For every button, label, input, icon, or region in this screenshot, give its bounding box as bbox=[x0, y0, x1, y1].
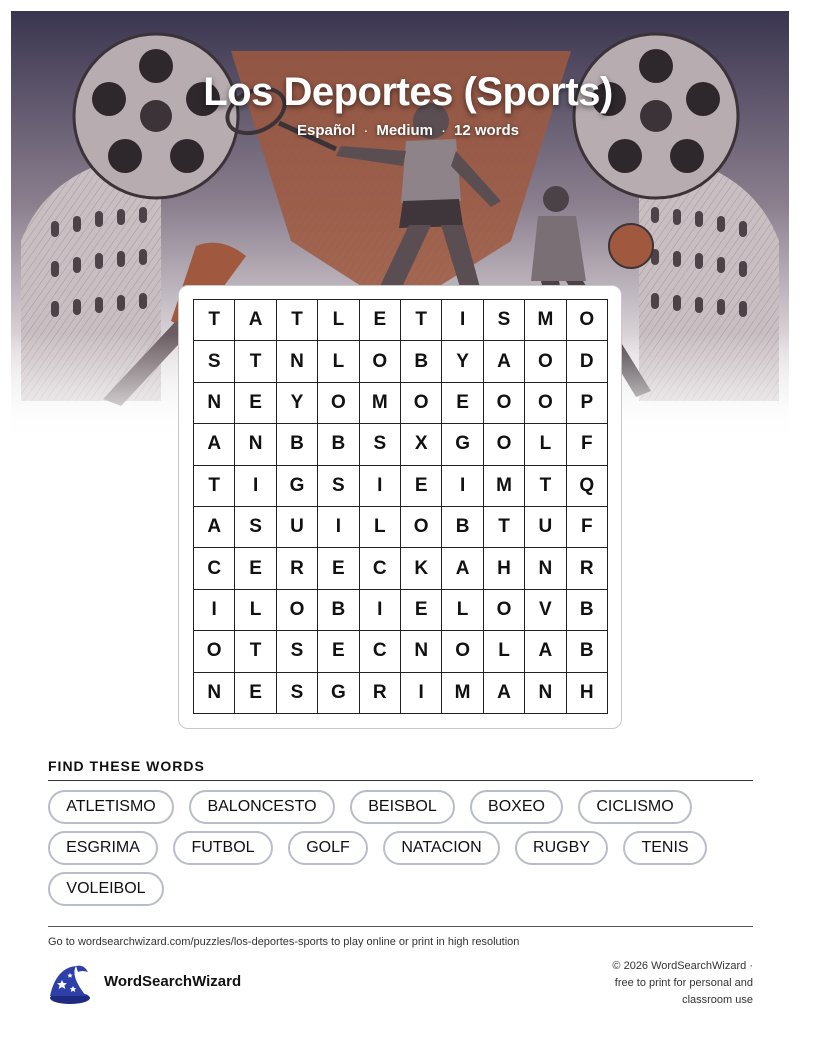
grid-cell[interactable]: P bbox=[567, 383, 608, 424]
grid-cell[interactable]: B bbox=[401, 341, 442, 382]
word-list-heading: FIND THESE WORDS bbox=[48, 758, 205, 774]
grid-cell[interactable]: O bbox=[484, 590, 525, 631]
grid-cell[interactable]: O bbox=[484, 383, 525, 424]
grid-cell[interactable]: I bbox=[318, 507, 359, 548]
copyright-notice bbox=[612, 958, 753, 1009]
grid-cell[interactable]: E bbox=[401, 466, 442, 507]
grid-cell[interactable]: L bbox=[484, 631, 525, 672]
grid-cell[interactable]: T bbox=[525, 466, 566, 507]
grid-cell[interactable]: N bbox=[194, 383, 235, 424]
word-list-divider bbox=[48, 780, 753, 781]
grid-cell[interactable]: N bbox=[277, 341, 318, 382]
word-pill: FUTBOL bbox=[173, 831, 273, 865]
word-pill: VOLEIBOL bbox=[48, 872, 164, 906]
meta-separator: · bbox=[441, 122, 446, 139]
puzzle-title: Los Deportes (Sports) bbox=[203, 70, 613, 114]
grid-cell[interactable]: O bbox=[567, 300, 608, 341]
grid-cell[interactable]: A bbox=[194, 424, 235, 465]
grid-cell[interactable]: O bbox=[401, 507, 442, 548]
grid-cell[interactable]: E bbox=[235, 673, 276, 714]
footer-divider bbox=[48, 926, 753, 927]
grid-cell[interactable]: E bbox=[442, 383, 483, 424]
grid-cell[interactable]: E bbox=[318, 548, 359, 589]
grid-cell[interactable]: U bbox=[525, 507, 566, 548]
grid-cell[interactable]: N bbox=[401, 631, 442, 672]
grid-cell[interactable]: L bbox=[525, 424, 566, 465]
grid-cell[interactable]: L bbox=[318, 341, 359, 382]
grid-cell[interactable]: B bbox=[442, 507, 483, 548]
grid-cell[interactable]: O bbox=[360, 341, 401, 382]
grid-cell[interactable]: S bbox=[277, 631, 318, 672]
grid-cell[interactable]: I bbox=[442, 300, 483, 341]
grid-cell[interactable]: G bbox=[442, 424, 483, 465]
grid-cell[interactable]: R bbox=[360, 673, 401, 714]
grid-cell[interactable]: E bbox=[401, 590, 442, 631]
grid-cell[interactable]: N bbox=[235, 424, 276, 465]
meta-separator: · bbox=[363, 122, 369, 139]
grid-cell[interactable]: M bbox=[360, 383, 401, 424]
grid-cell[interactable]: E bbox=[235, 383, 276, 424]
grid-cell[interactable]: O bbox=[525, 383, 566, 424]
wizard-hat-icon bbox=[46, 962, 92, 1006]
grid-cell[interactable]: K bbox=[401, 548, 442, 589]
grid-cell[interactable]: I bbox=[360, 466, 401, 507]
letter-grid[interactable] bbox=[193, 299, 608, 714]
grid-cell[interactable]: I bbox=[235, 466, 276, 507]
grid-cell[interactable]: Y bbox=[442, 341, 483, 382]
grid-cell[interactable]: S bbox=[484, 300, 525, 341]
grid-cell[interactable]: O bbox=[525, 341, 566, 382]
grid-cell[interactable]: N bbox=[525, 673, 566, 714]
grid-cell[interactable]: M bbox=[484, 466, 525, 507]
copyright-line: classroom use bbox=[682, 994, 753, 1006]
grid-cell[interactable]: E bbox=[235, 548, 276, 589]
grid-cell[interactable]: I bbox=[442, 466, 483, 507]
word-pill: RUGBY bbox=[515, 831, 608, 865]
grid-cell[interactable]: O bbox=[277, 590, 318, 631]
grid-cell[interactable]: E bbox=[318, 631, 359, 672]
grid-cell[interactable]: B bbox=[277, 424, 318, 465]
grid-cell[interactable]: A bbox=[194, 507, 235, 548]
grid-cell[interactable]: R bbox=[567, 548, 608, 589]
grid-cell[interactable]: S bbox=[235, 507, 276, 548]
grid-cell[interactable]: E bbox=[360, 300, 401, 341]
grid-cell[interactable]: L bbox=[442, 590, 483, 631]
word-pill: NATACION bbox=[383, 831, 500, 865]
grid-cell[interactable]: B bbox=[318, 590, 359, 631]
grid-cell[interactable]: T bbox=[194, 466, 235, 507]
grid-cell[interactable]: I bbox=[360, 590, 401, 631]
grid-cell[interactable]: O bbox=[442, 631, 483, 672]
grid-cell[interactable]: O bbox=[401, 383, 442, 424]
grid-cell[interactable]: L bbox=[318, 300, 359, 341]
copyright-line: © 2026 WordSearchWizard · bbox=[612, 960, 753, 972]
grid-cell[interactable]: T bbox=[235, 631, 276, 672]
grid-cell[interactable]: N bbox=[194, 673, 235, 714]
word-pill: GOLF bbox=[288, 831, 368, 865]
grid-cell[interactable]: O bbox=[194, 631, 235, 672]
grid-cell[interactable]: B bbox=[567, 590, 608, 631]
grid-cell[interactable]: I bbox=[401, 673, 442, 714]
grid-cell[interactable]: S bbox=[277, 673, 318, 714]
grid-cell[interactable]: L bbox=[360, 507, 401, 548]
grid-cell[interactable]: C bbox=[360, 548, 401, 589]
grid-cell[interactable]: A bbox=[525, 631, 566, 672]
grid-cell[interactable]: V bbox=[525, 590, 566, 631]
word-pill: ATLETISMO bbox=[48, 790, 174, 824]
grid-cell[interactable]: T bbox=[484, 507, 525, 548]
grid-cell[interactable]: R bbox=[277, 548, 318, 589]
grid-cell[interactable]: T bbox=[194, 300, 235, 341]
grid-cell[interactable]: N bbox=[525, 548, 566, 589]
grid-cell[interactable]: D bbox=[567, 341, 608, 382]
grid-cell[interactable]: C bbox=[194, 548, 235, 589]
grid-cell[interactable]: B bbox=[567, 631, 608, 672]
grid-cell[interactable]: L bbox=[235, 590, 276, 631]
grid-cell[interactable]: T bbox=[401, 300, 442, 341]
grid-cell[interactable]: F bbox=[567, 507, 608, 548]
grid-cell[interactable]: T bbox=[277, 300, 318, 341]
word-pill: BEISBOL bbox=[350, 790, 455, 824]
grid-cell[interactable]: B bbox=[318, 424, 359, 465]
grid-cell[interactable]: Q bbox=[567, 466, 608, 507]
brand-name[interactable]: WordSearchWizard bbox=[104, 973, 242, 990]
footer-url-text[interactable]: Go to wordsearchwizard.com/puzzles/los-deportes-sports to play online or print in high resolution bbox=[48, 936, 520, 948]
grid-cell[interactable]: A bbox=[484, 341, 525, 382]
grid-cell[interactable]: T bbox=[235, 341, 276, 382]
grid-cell[interactable]: A bbox=[235, 300, 276, 341]
word-count-label: 12 words bbox=[454, 122, 520, 139]
grid-cell[interactable]: M bbox=[525, 300, 566, 341]
difficulty-label: Medium bbox=[376, 122, 433, 139]
language-label: Español bbox=[296, 122, 356, 139]
grid-cell[interactable]: M bbox=[442, 673, 483, 714]
word-pill: TENIS bbox=[623, 831, 707, 865]
puzzle-meta bbox=[0, 122, 816, 139]
grid-cell[interactable]: S bbox=[194, 341, 235, 382]
grid-cell[interactable]: A bbox=[442, 548, 483, 589]
grid-cell[interactable]: C bbox=[360, 631, 401, 672]
word-pill: BOXEO bbox=[470, 790, 563, 824]
copyright-line: free to print for personal and bbox=[614, 977, 753, 989]
word-pill: ESGRIMA bbox=[48, 831, 158, 865]
grid-cell[interactable]: S bbox=[360, 424, 401, 465]
grid-cell[interactable]: U bbox=[277, 507, 318, 548]
word-pill: CICLISMO bbox=[578, 790, 692, 824]
grid-cell[interactable]: O bbox=[484, 424, 525, 465]
grid-cell[interactable]: I bbox=[194, 590, 235, 631]
grid-cell[interactable]: G bbox=[318, 673, 359, 714]
grid-cell[interactable]: A bbox=[484, 673, 525, 714]
grid-cell[interactable]: O bbox=[318, 383, 359, 424]
grid-cell[interactable]: H bbox=[567, 673, 608, 714]
grid-cell[interactable]: H bbox=[484, 548, 525, 589]
grid-cell[interactable]: S bbox=[318, 466, 359, 507]
grid-cell[interactable]: X bbox=[401, 424, 442, 465]
word-pill: BALONCESTO bbox=[189, 790, 335, 824]
grid-cell[interactable]: G bbox=[277, 466, 318, 507]
grid-cell[interactable]: F bbox=[567, 424, 608, 465]
grid-cell[interactable]: Y bbox=[277, 383, 318, 424]
